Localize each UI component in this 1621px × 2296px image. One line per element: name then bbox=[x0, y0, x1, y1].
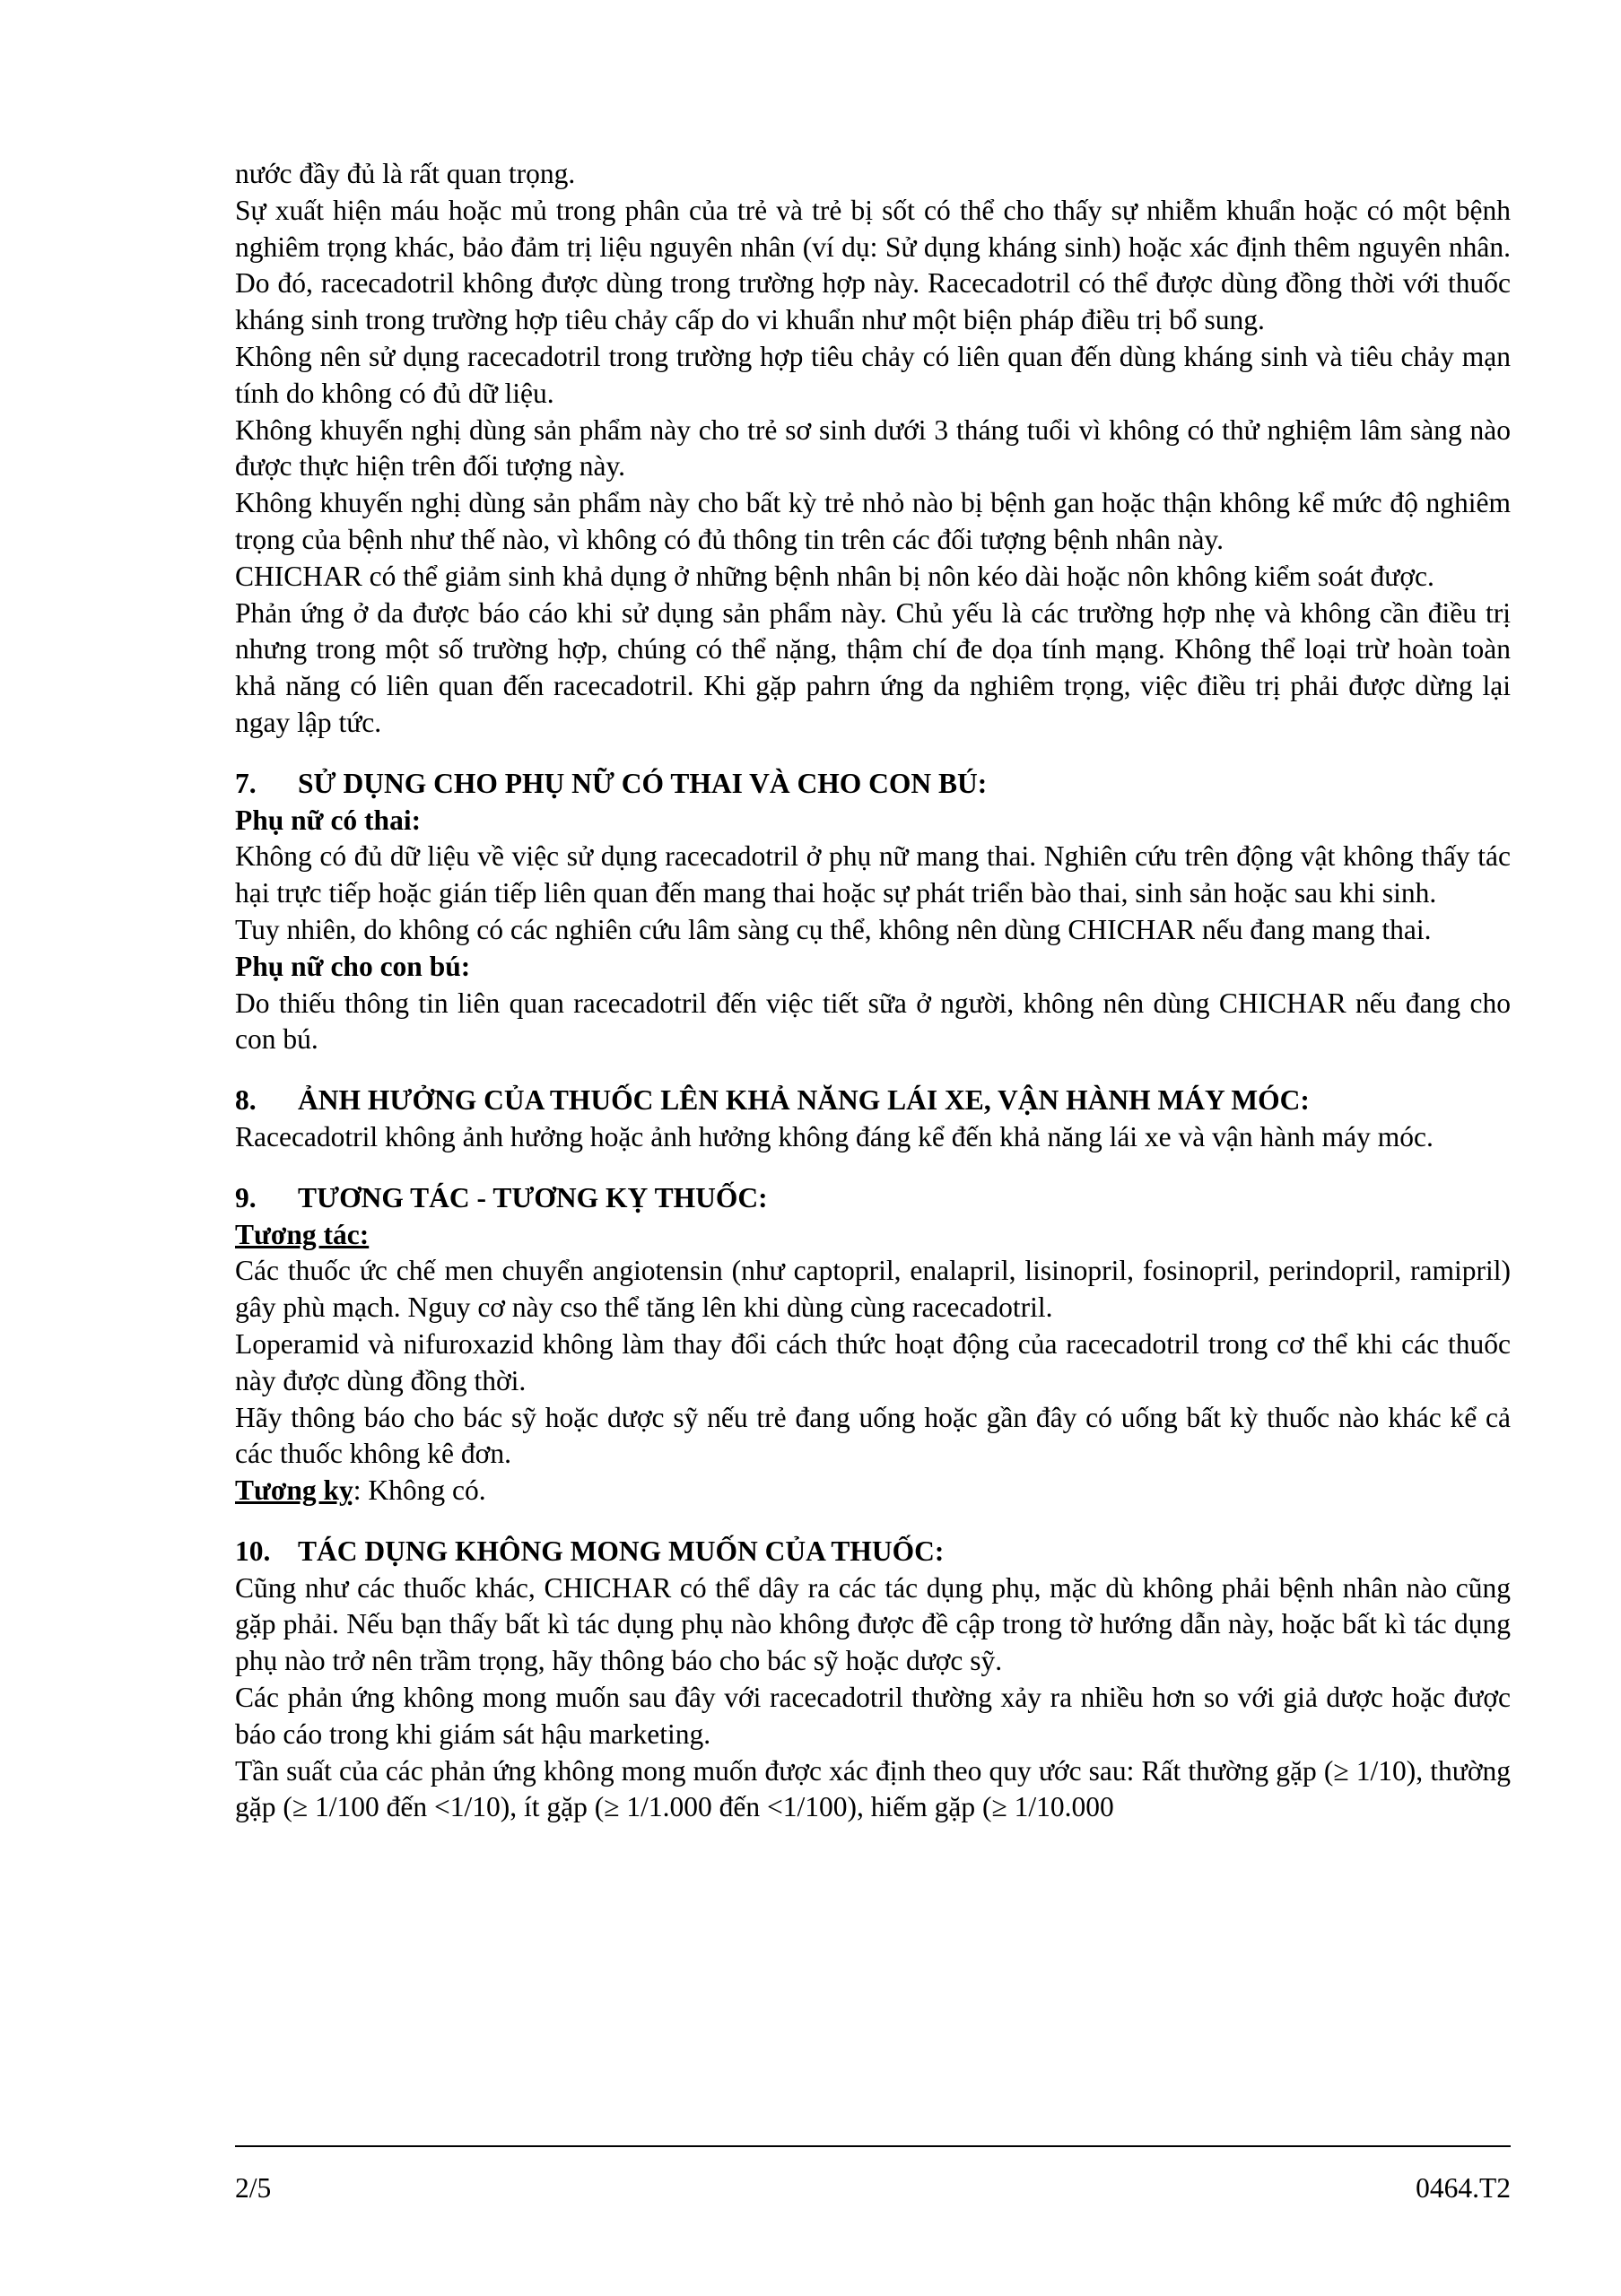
section-title: ẢNH HƯỞNG CỦA THUỐC LÊN KHẢ NĂNG LÁI XE, VẬN HÀNH MÁY MÓC: bbox=[298, 1084, 1310, 1117]
paragraph: Sự xuất hiện máu hoặc mủ trong phân của trẻ và trẻ bị sốt có thể cho thấy sự nhiễm khuẩn hoặc có một bệnh nghiêm trọng khác, bảo đảm trị liệu nguyên nhân (ví dụ: Sử dụng kháng sinh) hoặc xác định thêm nguyên nhân. Do đó, racecadotril không được dùng trong trường hợp này. Racecadotril có thể được dùng đồng thời với thuốc kháng sinh trong trường hợp tiêu chảy cấp do vi khuẩn như một biện pháp điều trị bổ sung. bbox=[235, 194, 1511, 336]
section-9-heading bbox=[235, 1180, 1511, 1217]
paragraph: Không có đủ dữ liệu về việc sử dụng racecadotril ở phụ nữ mang thai. Nghiên cứu trên động vật không thấy tác hại trực tiếp hoặc gián tiếp liên quan đến mang thai hoặc sự phát triển bào thai, sinh sản hoặc sau khi sinh. bbox=[235, 840, 1511, 909]
paragraph: Tuy nhiên, do không có các nghiên cứu lâm sàng cụ thể, không nên dùng CHICHAR nếu đang mang thai. bbox=[235, 913, 1432, 945]
section-8-heading bbox=[235, 1083, 1511, 1119]
paragraph: Không nên sử dụng racecadotril trong trường hợp tiêu chảy có liên quan đến dùng kháng sinh và tiêu chảy mạn tính do không có đủ dữ liệu. bbox=[235, 340, 1511, 409]
section-title: TƯƠNG TÁC - TƯƠNG KỴ THUỐC: bbox=[298, 1181, 768, 1213]
paragraph: Các phản ứng không mong muốn sau đây với racecadotril thường xảy ra nhiều hơn so với giả dược hoặc được báo cáo trong khi giám sát hậu marketing. bbox=[235, 1682, 1511, 1750]
paragraph: nước đầy đủ là rất quan trọng. bbox=[235, 158, 576, 189]
section-10-heading bbox=[235, 1534, 1511, 1570]
section-number: 8. bbox=[235, 1084, 257, 1117]
subheading-nursing: Phụ nữ cho con bú: bbox=[235, 950, 471, 982]
section-7-heading bbox=[235, 766, 1511, 803]
section-number: 10. bbox=[235, 1535, 271, 1567]
section-title: SỬ DỤNG CHO PHỤ NỮ CÓ THAI VÀ CHO CON BÚ: bbox=[298, 767, 988, 799]
paragraph: Loperamid và nifuroxazid không làm thay đổi cách thức hoạt động của racecadotril trong cơ thể khi các thuốc này được dùng đồng thời. bbox=[235, 1327, 1511, 1396]
page-number: 2/5 bbox=[235, 2172, 272, 2204]
paragraph: Do thiếu thông tin liên quan racecadotril đến việc tiết sữa ở người, không nên dùng CHICHAR nếu đang cho con bú. bbox=[235, 987, 1511, 1056]
paragraph: CHICHAR có thể giảm sinh khả dụng ở những bệnh nhân bị nôn kéo dài hoặc nôn không kiểm soát được. bbox=[235, 560, 1434, 592]
footer-divider bbox=[235, 2145, 1511, 2147]
subheading-incompatibility: Tương kỵ bbox=[235, 1474, 353, 1507]
section-number: 7. bbox=[235, 767, 257, 799]
subheading-interactions: Tương tác: bbox=[235, 1218, 370, 1250]
document-body bbox=[235, 156, 1511, 1826]
incompatibility-text: : Không có. bbox=[353, 1474, 486, 1507]
paragraph: Không khuyến nghị dùng sản phẩm này cho bất kỳ trẻ nhỏ nào bị bệnh gan hoặc thận không kể mức độ nghiêm trọng của bệnh như thế nào, vì không có đủ thông tin trên các đối tượng bệnh nhân này. bbox=[235, 487, 1511, 555]
document-code: 0464.T2 bbox=[1416, 2172, 1511, 2204]
paragraph: Phản ứng ở da được báo cáo khi sử dụng sản phẩm này. Chủ yếu là các trường hợp nhẹ và không cần điều trị nhưng trong một số trường hợp, chúng có thể nặng, thậm chí đe dọa tính mạng. Không thể loại trừ hoàn toàn khả năng có liên quan đến racecadotril. Khi gặp pahrn ứng da nghiêm trọng, việc điều trị phải được dừng lại ngay lập tức. bbox=[235, 596, 1511, 738]
section-number: 9. bbox=[235, 1181, 257, 1213]
paragraph: Racecadotril không ảnh hưởng hoặc ảnh hưởng không đáng kể đến khả năng lái xe và vận hành máy móc. bbox=[235, 1120, 1434, 1152]
paragraph: Tần suất của các phản ứng không mong muốn được xác định theo quy ước sau: Rất thường gặp (≥ 1/10), thường gặp (≥ 1/100 đến <1/10), ít gặp (≥ 1/1.000 đến <1/100), hiếm gặp (≥ 1/10.000 bbox=[235, 1754, 1511, 1823]
paragraph: Hãy thông báo cho bác sỹ hoặc dược sỹ nếu trẻ đang uống hoặc gần đây có uống bất kỳ thuốc nào khác kể cả các thuốc không kê đơn. bbox=[235, 1401, 1511, 1470]
paragraph: Các thuốc ức chế men chuyển angiotensin (như captopril, enalapril, lisinopril, fosinopril, perindopril, ramipril) gây phù mạch. Nguy cơ này cso thể tăng lên khi dùng cùng racecadotril. bbox=[235, 1255, 1511, 1324]
paragraph: Cũng như các thuốc khác, CHICHAR có thể dây ra các tác dụng phụ, mặc dù không phải bệnh nhân nào cũng gặp phải. Nếu bạn thấy bất kì tác dụng phụ nào không được đề cập trong tờ hướng dẫn này, hoặc bất kì tác dụng phụ nào trở nên trầm trọng, hãy thông báo cho bác sỹ hoặc dược sỹ. bbox=[235, 1571, 1511, 1677]
incompatibility-line bbox=[235, 1473, 1511, 1509]
section-title: TÁC DỤNG KHÔNG MONG MUỐN CỦA THUỐC: bbox=[298, 1535, 945, 1567]
subheading-pregnant: Phụ nữ có thai: bbox=[235, 804, 422, 836]
paragraph: Không khuyến nghị dùng sản phẩm này cho trẻ sơ sinh dưới 3 tháng tuổi vì không có thử nghiệm lâm sàng nào được thực hiện trên đối tượng này. bbox=[235, 413, 1511, 483]
